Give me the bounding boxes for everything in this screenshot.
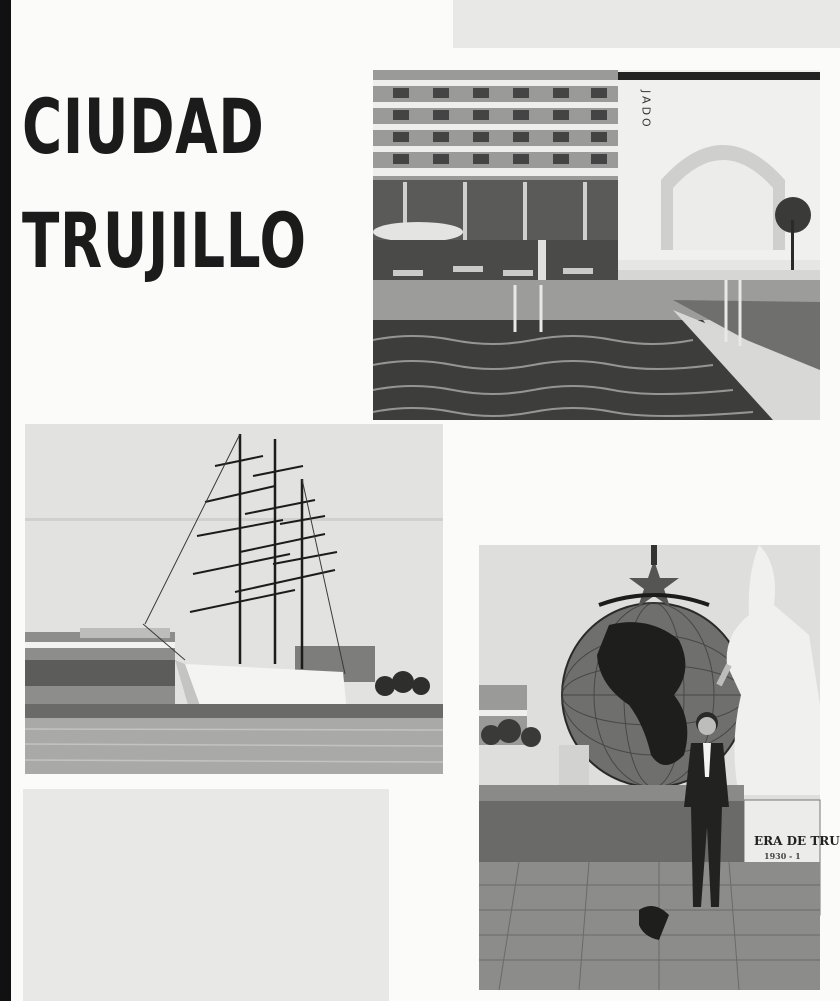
gray-block-bottom-left — [23, 789, 389, 1001]
globe-monument-photo — [479, 545, 840, 990]
page-edge — [0, 0, 11, 1001]
title-line-1: CIUDAD — [22, 82, 265, 171]
title-line-2: TRUJILLO — [22, 196, 307, 285]
monument-inscription-line2: 1930 - 1 — [764, 851, 801, 861]
monument-inscription-line1: ERA DE TRU — [754, 834, 840, 848]
gray-block-top — [453, 0, 840, 48]
sailing-ship-photo — [25, 424, 443, 774]
page-title — [22, 70, 307, 298]
hotel-sign: JADO — [639, 90, 653, 130]
hotel-pool-photo — [373, 70, 820, 420]
